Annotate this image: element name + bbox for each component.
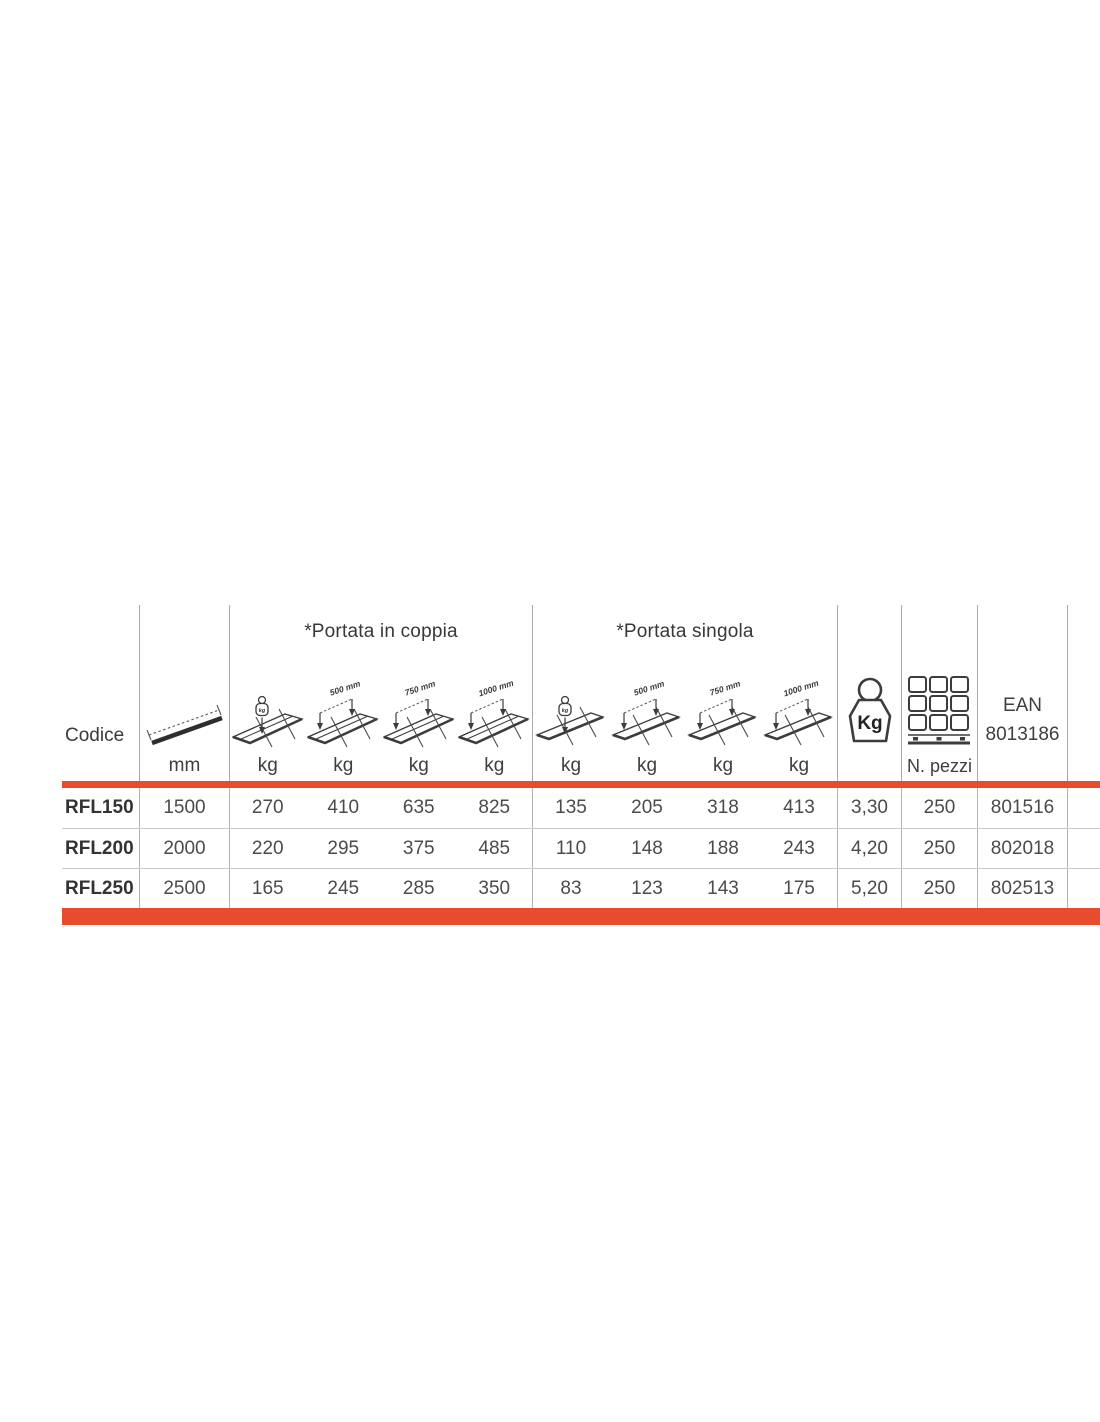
portata-coppia-section <box>230 605 533 781</box>
kg-unit-label: kg <box>333 755 354 776</box>
coppia-value: 485 <box>478 837 511 859</box>
weight-column-header <box>838 605 902 781</box>
row-length-mm: 2500 <box>140 869 230 908</box>
coppia-value: 165 <box>251 877 284 899</box>
row-coppia-values <box>230 829 533 868</box>
span-750-label: 750 mm <box>403 678 437 698</box>
row-pezzi: 250 <box>902 788 978 828</box>
ean-column-header <box>978 605 1068 781</box>
ean-header-text <box>978 691 1067 749</box>
table-row <box>62 828 1100 868</box>
single-shelf-point-load-icon <box>535 687 607 751</box>
row-code: RFL150 <box>62 788 140 828</box>
span-500-label: 500 mm <box>328 678 362 698</box>
singola-value: 83 <box>560 877 582 899</box>
pair-shelf-span-750-icon <box>383 687 455 751</box>
coppia-section-title: *Portata in coppia <box>304 621 458 642</box>
coppia-point-load-column <box>230 649 306 781</box>
portata-singola-section <box>533 605 838 781</box>
singola-span1000-column <box>761 649 837 781</box>
singola-value: 110 <box>555 837 587 859</box>
single-shelf-span-500-icon <box>611 687 683 751</box>
pair-shelf-span-500-icon <box>307 687 379 751</box>
table-header <box>62 605 1100 781</box>
span-1000-label: 1000 mm <box>781 677 820 699</box>
row-singola-values <box>533 829 838 868</box>
pair-shelf-point-load-icon <box>232 687 304 751</box>
coppia-value: 375 <box>402 837 435 859</box>
singola-subcolumns <box>533 649 837 781</box>
singola-value: 123 <box>631 877 663 899</box>
singola-point-load-column <box>533 649 609 781</box>
row-empty-cell <box>1068 829 1100 868</box>
single-shelf-span-750-icon <box>687 687 759 751</box>
coppia-value: 635 <box>402 797 435 818</box>
kg-weight-icon <box>840 676 900 748</box>
coppia-value: 825 <box>478 797 511 818</box>
coppia-value: 285 <box>402 877 435 899</box>
singola-value: 205 <box>631 797 663 818</box>
codice-label: Codice <box>65 725 125 746</box>
pezzi-label: N. pezzi <box>906 756 973 776</box>
singola-span500-column <box>609 649 685 781</box>
row-empty-cell <box>1068 869 1100 908</box>
coppia-span500-column <box>306 649 382 781</box>
coppia-value: 350 <box>478 877 511 899</box>
table-row <box>62 868 1100 908</box>
row-weight-kg: 5,20 <box>838 869 902 908</box>
length-column-header <box>140 605 230 781</box>
mm-unit-label: mm <box>168 755 201 776</box>
product-spec-table <box>62 605 1100 925</box>
kg-unit-label: kg <box>484 755 505 776</box>
singola-value: 413 <box>783 797 815 818</box>
svg-text:kg: kg <box>561 708 569 714</box>
coppia-value: 270 <box>251 797 284 818</box>
codice-column-header <box>62 605 140 781</box>
singola-value: 318 <box>707 797 739 818</box>
pair-shelf-span-1000-icon <box>458 687 530 751</box>
row-empty-cell <box>1068 788 1100 828</box>
row-ean: 802018 <box>978 829 1068 868</box>
length-measure-icon <box>143 701 227 747</box>
single-shelf-span-1000-icon <box>763 687 835 751</box>
coppia-value: 295 <box>327 837 360 859</box>
row-ean: 802513 <box>978 869 1068 908</box>
svg-text:kg: kg <box>258 708 265 714</box>
row-singola-values <box>533 788 838 828</box>
singola-value: 148 <box>631 837 663 859</box>
singola-span750-column <box>685 649 761 781</box>
kg-unit-label: kg <box>560 755 582 776</box>
accent-bar-bottom <box>62 908 1100 925</box>
row-code: RFL250 <box>62 869 140 908</box>
row-pezzi: 250 <box>902 829 978 868</box>
coppia-value: 245 <box>327 877 360 899</box>
row-coppia-values <box>230 788 533 828</box>
pezzi-column-header <box>902 605 978 781</box>
singola-value: 135 <box>555 797 587 818</box>
singola-section-title: *Portata singola <box>616 621 754 642</box>
kg-unit-label: kg <box>257 755 278 776</box>
row-length-mm: 2000 <box>140 829 230 868</box>
row-weight-kg: 4,20 <box>838 829 902 868</box>
row-coppia-values <box>230 869 533 908</box>
pallet-boxes-icon <box>908 676 972 750</box>
coppia-span750-column <box>381 649 457 781</box>
row-pezzi: 250 <box>902 869 978 908</box>
coppia-subcolumns <box>230 649 532 781</box>
row-code: RFL200 <box>62 829 140 868</box>
row-ean: 801516 <box>978 788 1068 828</box>
row-length-mm: 1500 <box>140 788 230 828</box>
span-1000-label: 1000 mm <box>476 677 515 699</box>
span-750-label: 750 mm <box>707 678 742 698</box>
row-weight-kg: 3,30 <box>838 788 902 828</box>
ean-label: EAN <box>1002 695 1043 716</box>
accent-bar-top <box>62 781 1100 788</box>
svg-text:Kg: Kg <box>856 713 883 734</box>
kg-unit-label: kg <box>408 755 429 776</box>
table-row <box>62 788 1100 828</box>
kg-unit-label: kg <box>712 755 734 776</box>
span-500-label: 500 mm <box>631 678 666 698</box>
singola-value: 143 <box>707 877 739 899</box>
kg-unit-label: kg <box>788 755 810 776</box>
coppia-value: 220 <box>251 837 284 859</box>
coppia-span1000-column <box>457 649 533 781</box>
ean-prefix: 8013186 <box>985 724 1060 745</box>
coppia-value: 410 <box>327 797 360 818</box>
singola-value: 175 <box>783 877 815 899</box>
row-singola-values <box>533 869 838 908</box>
empty-column-header <box>1068 605 1100 781</box>
kg-unit-label: kg <box>636 755 658 776</box>
singola-value: 243 <box>783 837 815 859</box>
singola-value: 188 <box>707 837 739 859</box>
